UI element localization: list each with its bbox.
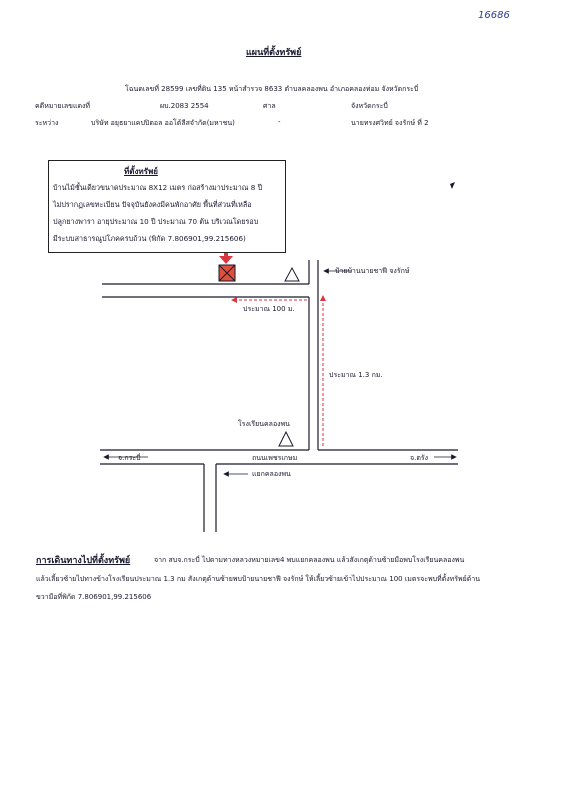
parties-dash: -	[278, 118, 281, 126]
main-road-label: ถนนเพชรเกษม	[252, 454, 298, 462]
directions-line-3: ขวามือที่พิกัด 7.806901,99.215606	[36, 593, 152, 601]
junction-road	[204, 464, 216, 532]
property-marker	[219, 265, 235, 281]
to-trang-label: จ.ตรัง	[410, 454, 429, 462]
property-box-title: ที่ตั้งทรัพย์	[124, 167, 158, 176]
scan-mark	[450, 182, 455, 189]
property-line-2: ไม่ปรากฏเลขทะเบียน ปัจจุบันยังคงมีคนพักอาศัย พื้นที่ส่วนที่เหลือ	[53, 200, 252, 209]
junction-label: แยกคลองพน	[252, 470, 291, 478]
case-label: คดีหมายเลขแดงที่	[35, 102, 91, 110]
handwritten-number: 16686	[478, 10, 510, 21]
school-label: โรงเรียนคลองพน	[238, 420, 290, 428]
distance-100-label: ประมาณ 100 ม.	[243, 305, 295, 313]
court-label: ศาล	[263, 102, 276, 110]
defendant: นายทรงศวิทย์ จงรักษ์ ที่ 2	[351, 119, 429, 127]
sign-triangle-icon	[285, 268, 299, 281]
parties-label: ระหว่าง	[35, 119, 59, 127]
directions-line-2: แล้วเลี้ยวซ้ายไปทางข้างโรงเรียนประมาณ 1.3 กม สังเกตุด้านซ้ายพบป้ายนายชาฟี จงรักษ์ ให้เลี้ยวซ้ายเข้าไปประมาณ 100 เมตรจะพบที่ตั้งทรัพย์ด้าน	[36, 575, 480, 583]
distance-13-label: ประมาณ 1.3 กม.	[329, 371, 383, 379]
deed-line: โฉนดเลขที่ 28599 เลขที่ดิน 135 หน้าสำรวจ 8633 ตำบลคลองพน อำเภอคลองท่อม จังหวัดกระบี่	[125, 85, 419, 93]
vertical-road	[309, 260, 318, 450]
property-line-1: บ้านไม้ชั้นเดียวขนาดประมาณ 8X12 เมตร ก่อสร้างมาประมาณ 8 ปี	[53, 183, 263, 192]
plaintiff: บริษัท อยุธยาแคปปิตอล ออโต้ลีสจำกัด(มหาชน)	[91, 119, 235, 127]
upper-road	[102, 284, 309, 297]
landmark-house-label: ป้ายบ้านนายชาฟี จงรักษ์	[335, 267, 410, 275]
property-line-4: มีระบบสาธารณูปโภคครบถ้วน (พิกัด 7.806901,99.215606)	[53, 234, 246, 243]
page-title: แผนที่ตั้งทรัพย์	[246, 48, 302, 58]
court-name: จังหวัดกระบี่	[351, 102, 388, 110]
property-box	[48, 160, 286, 253]
school-triangle-icon	[279, 432, 293, 446]
property-line-3: ปลูกยางพารา อายุประมาณ 10 ปี ประมาณ 70 ต้น บริเวณโดยรอบ	[53, 217, 259, 226]
to-krabi-label: จ.กระบี่	[118, 454, 141, 462]
directions-line-1: จาก สบจ.กระบี่ ไปตามทางหลวงหมายเลข4 พบแยกคลองพน แล้วสังเกตุด้านซ้ายมือพบโรงเรียนคลองพน	[154, 556, 465, 564]
case-number: ผบ.2083 2554	[160, 102, 209, 110]
directions-title: การเดินทางไปที่ตั้งทรัพย์	[36, 556, 131, 566]
